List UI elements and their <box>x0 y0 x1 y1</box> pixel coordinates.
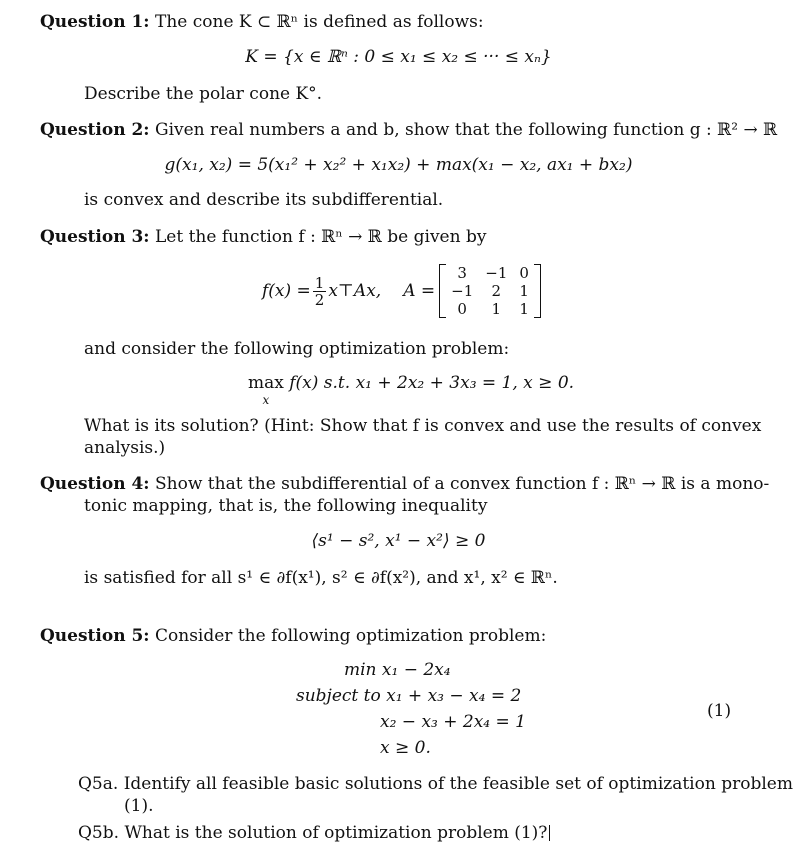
question-2-label: Question 2: <box>40 120 150 140</box>
f-lhs: f(x) = <box>262 281 311 301</box>
q5-constraint-3: x ≥ 0. <box>380 738 431 758</box>
q5b-text: What is the solution of optimization problem (1)? <box>124 823 548 843</box>
max-word: max <box>248 373 284 393</box>
question-2-text: Given real numbers a and b, show that the following function g : ℝ² → ℝ <box>155 120 778 140</box>
matrix-cell: 1 <box>519 300 529 318</box>
question-4-header <box>40 473 769 495</box>
matrix-cell: −1 <box>451 282 474 300</box>
a-lhs: A = <box>403 281 436 301</box>
question-2-task: is convex and describe its subdifferential. <box>84 190 444 210</box>
question-3-text: Let the function f : ℝⁿ → ℝ be given by <box>155 227 487 247</box>
question-3-problem <box>248 372 574 406</box>
question-3-label: Question 3: <box>40 227 150 247</box>
matrix-cell: 2 <box>491 282 502 300</box>
question-1-header <box>40 11 484 33</box>
question-4-line-1: Show that the subdifferential of a convex function f : ℝⁿ → ℝ is a mono- <box>155 474 770 494</box>
question-2-formula: g(x₁, x₂) = 5(x₁² + x₂² + x₁x₂) + max(x₁ − x₂, ax₁ + bx₂) <box>164 155 633 175</box>
question-5-text: Consider the following optimization problem: <box>155 626 547 646</box>
max-subscript: x <box>262 393 270 407</box>
matrix-cell: −1 <box>485 264 508 282</box>
question-4-formula: ⟨s¹ − s², x¹ − x²⟩ ≥ 0 <box>311 531 486 551</box>
question-4-label: Question 4: <box>40 474 150 494</box>
question-1-formula: K = {x ∈ ℝⁿ : 0 ≤ x₁ ≤ x₂ ≤ ··· ≤ xₙ} <box>245 47 552 67</box>
matrix-cell: 1 <box>519 282 529 300</box>
question-3-function-definition <box>262 258 541 324</box>
matrix-a <box>439 264 541 318</box>
q5-constraint-1: subject to x₁ + x₃ − x₄ = 2 <box>296 686 522 706</box>
q5-objective: min x₁ − 2x₄ <box>344 660 451 680</box>
f-rhs: x⊤Ax, <box>328 281 382 301</box>
question-1-label: Question 1: <box>40 12 150 32</box>
question-5-header <box>40 625 546 647</box>
question-5-label: Question 5: <box>40 626 150 646</box>
matrix-cell: 3 <box>457 264 467 282</box>
question-4-line-3: is satisfied for all s¹ ∈ ∂f(x¹), s² ∈ ∂f(x²), and x¹, x² ∈ ℝⁿ. <box>84 568 558 588</box>
matrix-cell: 0 <box>457 300 467 318</box>
equation-number: (1) <box>707 701 732 721</box>
matrix-cell: 0 <box>519 264 529 282</box>
q5a-line-2: (1). <box>124 796 154 816</box>
q5-constraint-2: x₂ − x₃ + 2x₄ = 1 <box>380 712 526 732</box>
matrix-cell: 1 <box>491 300 502 318</box>
question-1-text: The cone K ⊂ ℝⁿ is defined as follows: <box>155 12 484 32</box>
question-3-question-line-1: What is its solution? (Hint: Show that f is convex and use the results of convex <box>84 416 762 436</box>
fraction-numerator: 1 <box>314 273 325 292</box>
max-operator <box>248 372 284 406</box>
q5a-line-1 <box>78 773 793 795</box>
problem-statement: f(x) s.t. x₁ + 2x₂ + 3x₃ = 1, x ≥ 0. <box>289 373 575 393</box>
question-3-header <box>40 226 486 248</box>
question-4-line-2: tonic mapping, that is, the following inequality <box>84 496 488 516</box>
question-3-consider: and consider the following optimization problem: <box>84 339 510 359</box>
q5a-text: Identify all feasible basic solutions of the feasible set of optimization problem <box>123 774 793 794</box>
question-1-task: Describe the polar cone K°. <box>84 84 323 104</box>
q5a-label: Q5a. <box>78 774 119 794</box>
text-cursor <box>549 825 550 841</box>
question-3-question-line-2: analysis.) <box>84 438 166 458</box>
question-2-header <box>40 119 777 141</box>
fraction-denominator: 2 <box>314 290 325 309</box>
q5b-line <box>78 822 550 844</box>
q5b-label: Q5b. <box>78 823 120 843</box>
one-half-fraction <box>313 275 327 308</box>
